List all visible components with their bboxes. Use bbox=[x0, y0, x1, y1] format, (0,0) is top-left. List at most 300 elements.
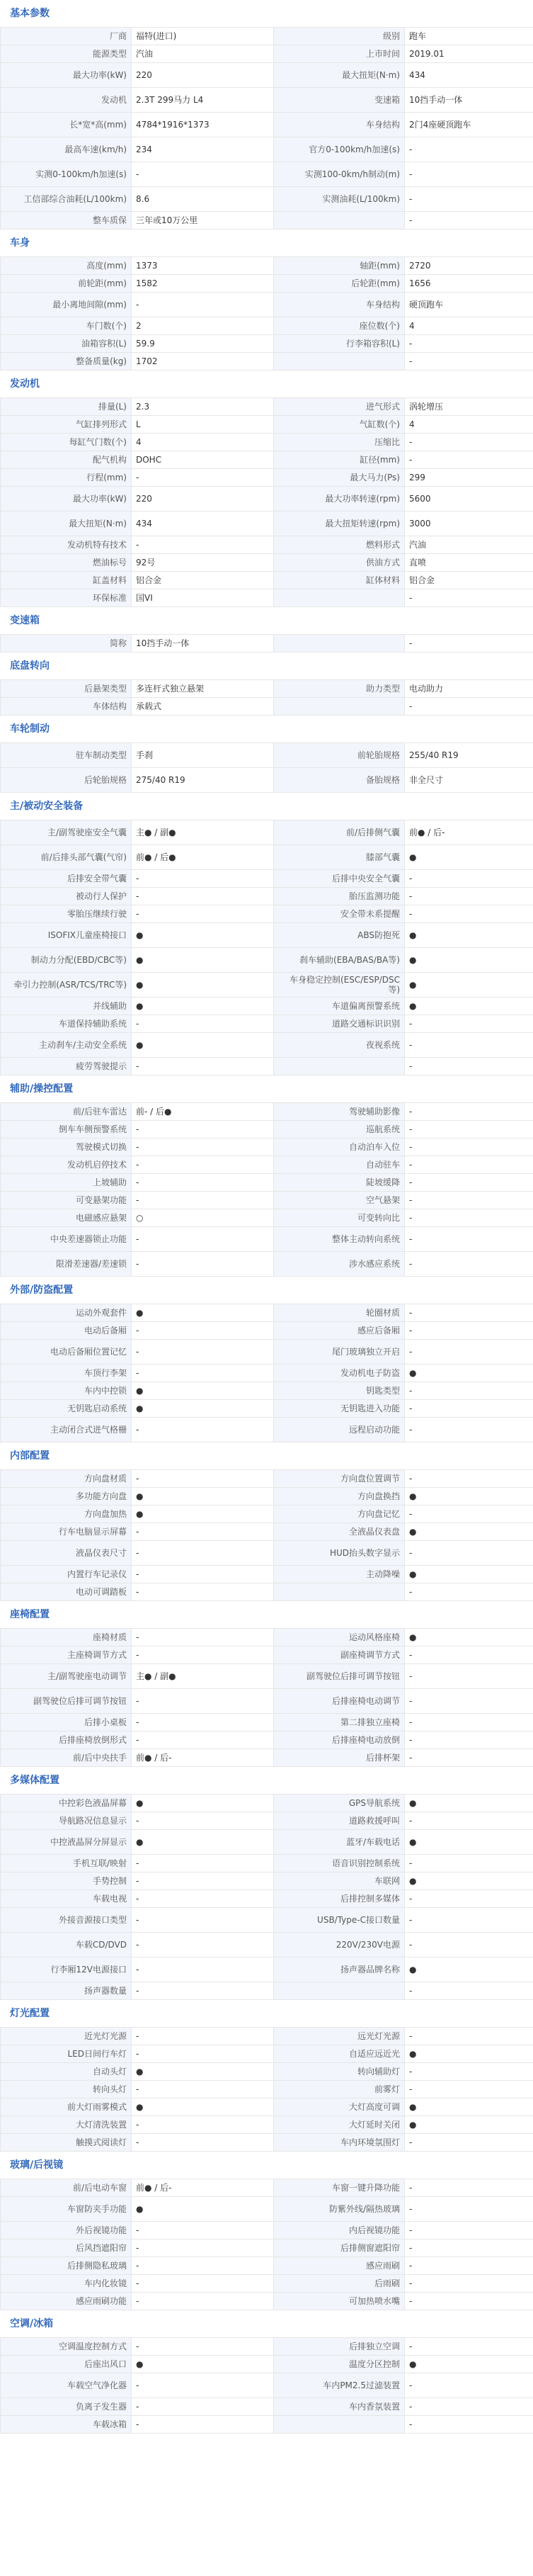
spec-value: - bbox=[132, 536, 274, 554]
spec-row bbox=[1, 870, 533, 888]
spec-value: ● bbox=[405, 1566, 533, 1583]
spec-value: 92号 bbox=[132, 554, 274, 572]
spec-row bbox=[1, 998, 533, 1015]
spec-label: 道路救援呼叫 bbox=[274, 1812, 405, 1830]
spec-row bbox=[1, 1382, 533, 1400]
spec-section bbox=[0, 1277, 533, 1442]
spec-value: - bbox=[132, 1890, 274, 1908]
spec-label: 可变转向比 bbox=[274, 1209, 405, 1227]
spec-value: - bbox=[132, 1139, 274, 1156]
spec-label: 车载空气净化器 bbox=[1, 2373, 132, 2398]
spec-row bbox=[1, 1749, 533, 1767]
spec-value: - bbox=[405, 1322, 533, 1340]
spec-row bbox=[1, 1058, 533, 1075]
spec-label: 整备质量(kg) bbox=[1, 353, 132, 371]
spec-label: 配气机构 bbox=[1, 451, 132, 469]
spec-row bbox=[1, 1958, 533, 1982]
spec-label: 疲劳驾驶提示 bbox=[1, 1058, 132, 1075]
spec-value: ● bbox=[405, 1523, 533, 1541]
spec-row bbox=[1, 1015, 533, 1033]
spec-value: 2.3 bbox=[132, 398, 274, 416]
spec-value: - bbox=[405, 2373, 533, 2398]
spec-value: - bbox=[132, 1015, 274, 1033]
spec-row bbox=[1, 1933, 533, 1958]
spec-value: 铝合金 bbox=[132, 572, 274, 589]
spec-value: - bbox=[405, 2239, 533, 2257]
spec-value: ● bbox=[132, 973, 274, 998]
spec-row bbox=[1, 317, 533, 335]
spec-label: 实测0-100km/h加速(s) bbox=[1, 162, 132, 187]
spec-label: 发动机启停技术 bbox=[1, 1156, 132, 1174]
spec-label: 负离子发生器 bbox=[1, 2398, 132, 2416]
spec-label: 远光灯光源 bbox=[274, 2028, 405, 2045]
spec-label: 后排杯架 bbox=[274, 1749, 405, 1767]
spec-label: 上市时间 bbox=[274, 45, 405, 63]
spec-label: 车体结构 bbox=[1, 698, 132, 716]
spec-label bbox=[274, 2416, 405, 2434]
spec-value: - bbox=[405, 635, 533, 653]
spec-value: - bbox=[405, 1252, 533, 1277]
spec-value: L bbox=[132, 416, 274, 434]
spec-value: ● bbox=[405, 1795, 533, 1812]
spec-value: - bbox=[405, 1192, 533, 1209]
spec-row bbox=[1, 275, 533, 293]
section-title: 灯光配置 bbox=[0, 2000, 533, 2027]
spec-value: - bbox=[405, 1470, 533, 1488]
spec-label: 可变悬架功能 bbox=[1, 1192, 132, 1209]
spec-value: - bbox=[132, 1958, 274, 1982]
spec-label: 后排座椅电动调节 bbox=[274, 1689, 405, 1714]
spec-row bbox=[1, 743, 533, 768]
spec-label: 缸体材料 bbox=[274, 572, 405, 589]
spec-value: DOHC bbox=[132, 451, 274, 469]
spec-value: - bbox=[132, 1121, 274, 1139]
spec-row bbox=[1, 1156, 533, 1174]
spec-label: 行程(mm) bbox=[1, 469, 132, 487]
spec-label: 车门数(个) bbox=[1, 317, 132, 335]
spec-value: - bbox=[405, 1033, 533, 1058]
spec-label: 主动降噪 bbox=[274, 1566, 405, 1583]
spec-value: 2019.01 bbox=[405, 45, 533, 63]
spec-row bbox=[1, 28, 533, 45]
spec-label: 大灯高度可调 bbox=[274, 2098, 405, 2116]
spec-value: 1582 bbox=[132, 275, 274, 293]
spec-table bbox=[0, 2027, 533, 2152]
spec-row bbox=[1, 1664, 533, 1689]
spec-label: 蓝牙/车载电话 bbox=[274, 1830, 405, 1855]
spec-row bbox=[1, 2116, 533, 2134]
spec-value: 前- / 后● bbox=[132, 1103, 274, 1121]
spec-value: - bbox=[132, 1541, 274, 1566]
spec-value: - bbox=[132, 1365, 274, 1382]
spec-label: 压缩比 bbox=[274, 434, 405, 451]
spec-label: 方向盘位置调节 bbox=[274, 1470, 405, 1488]
spec-row bbox=[1, 1908, 533, 1933]
spec-value: ● bbox=[132, 1382, 274, 1400]
spec-value: - bbox=[132, 1933, 274, 1958]
spec-value: 10挡手动一体 bbox=[132, 635, 274, 653]
spec-label: 油箱容积(L) bbox=[1, 335, 132, 353]
spec-label: 供油方式 bbox=[274, 554, 405, 572]
spec-label: 主座椅调节方式 bbox=[1, 1646, 132, 1664]
spec-value: 275/40 R19 bbox=[132, 768, 274, 793]
spec-label: 自动驻车 bbox=[274, 1156, 405, 1174]
spec-value: 2.3T 299马力 L4 bbox=[132, 88, 274, 113]
section-title: 座椅配置 bbox=[0, 1601, 533, 1628]
spec-row bbox=[1, 2081, 533, 2098]
spec-value: 汽油 bbox=[132, 45, 274, 63]
spec-row bbox=[1, 1340, 533, 1365]
spec-label: 电动后备厢 bbox=[1, 1322, 132, 1340]
spec-label: 行李箱容积(L) bbox=[274, 335, 405, 353]
spec-value: ● bbox=[405, 998, 533, 1015]
spec-value: - bbox=[405, 434, 533, 451]
spec-row bbox=[1, 589, 533, 607]
spec-label: 上坡辅助 bbox=[1, 1174, 132, 1192]
spec-label: 牵引力控制(ASR/TCS/TRC等) bbox=[1, 973, 132, 998]
spec-value: - bbox=[132, 469, 274, 487]
section-title: 空调/冰箱 bbox=[0, 2310, 533, 2337]
spec-value: 非全尺寸 bbox=[405, 768, 533, 793]
spec-row bbox=[1, 536, 533, 554]
spec-label: 长*宽*高(mm) bbox=[1, 113, 132, 137]
spec-value: - bbox=[132, 2134, 274, 2152]
section-title: 玻璃/后视镜 bbox=[0, 2152, 533, 2179]
spec-label: 电磁感应悬架 bbox=[1, 1209, 132, 1227]
spec-label: 全液晶仪表盘 bbox=[274, 1523, 405, 1541]
spec-label: 零胎压继续行驶 bbox=[1, 905, 132, 923]
spec-label: 厂商 bbox=[1, 28, 132, 45]
spec-value: - bbox=[132, 905, 274, 923]
spec-value: ● bbox=[132, 1830, 274, 1855]
spec-row bbox=[1, 1982, 533, 2000]
spec-label: 驾驶模式切换 bbox=[1, 1139, 132, 1156]
spec-value: 国VI bbox=[132, 589, 274, 607]
spec-label: 发动机电子防盗 bbox=[274, 1365, 405, 1382]
spec-row bbox=[1, 1103, 533, 1121]
spec-label: 最小离地间隙(mm) bbox=[1, 293, 132, 317]
spec-label: 轮圈材质 bbox=[274, 1304, 405, 1322]
spec-value: 2门4座硬顶跑车 bbox=[405, 113, 533, 137]
spec-label: 行车电脑显示屏幕 bbox=[1, 1523, 132, 1541]
spec-value: - bbox=[132, 1156, 274, 1174]
spec-row bbox=[1, 2222, 533, 2239]
spec-table bbox=[0, 1628, 533, 1767]
spec-value: - bbox=[405, 589, 533, 607]
spec-value: - bbox=[405, 1139, 533, 1156]
spec-label: 限滑差速器/差速锁 bbox=[1, 1252, 132, 1277]
spec-value: ● bbox=[405, 1629, 533, 1646]
spec-value: - bbox=[132, 2257, 274, 2275]
spec-value: 汽油 bbox=[405, 536, 533, 554]
spec-label: 每缸气门数(个) bbox=[1, 434, 132, 451]
spec-value: - bbox=[405, 2398, 533, 2416]
spec-row bbox=[1, 88, 533, 113]
spec-label: 最大扭矩(N·m) bbox=[274, 63, 405, 88]
spec-label: HUD抬头数字显示 bbox=[274, 1541, 405, 1566]
spec-label: 电动后备厢位置记忆 bbox=[1, 1340, 132, 1365]
spec-value: - bbox=[405, 698, 533, 716]
spec-row bbox=[1, 1488, 533, 1506]
spec-value: 手刹 bbox=[132, 743, 274, 768]
spec-value: - bbox=[132, 1872, 274, 1890]
spec-label: LED日间行车灯 bbox=[1, 2045, 132, 2063]
spec-value: - bbox=[405, 335, 533, 353]
spec-value: ○ bbox=[132, 1209, 274, 1227]
spec-label: 车窗一键升降功能 bbox=[274, 2179, 405, 2197]
spec-label: 车身结构 bbox=[274, 113, 405, 137]
spec-label: 发动机 bbox=[1, 88, 132, 113]
spec-row bbox=[1, 45, 533, 63]
spec-label: 驾驶辅助影像 bbox=[274, 1103, 405, 1121]
spec-section bbox=[0, 2152, 533, 2310]
spec-label: 胎压监测功能 bbox=[274, 888, 405, 905]
spec-row bbox=[1, 1714, 533, 1732]
spec-value: - bbox=[405, 1340, 533, 1365]
spec-row bbox=[1, 353, 533, 371]
spec-section bbox=[0, 716, 533, 793]
spec-label: 主动闭合式进气格栅 bbox=[1, 1418, 132, 1442]
spec-value: - bbox=[405, 1732, 533, 1749]
section-title: 底盘转向 bbox=[0, 653, 533, 679]
spec-value: ● bbox=[132, 1304, 274, 1322]
spec-label: 制动力分配(EBD/CBC等) bbox=[1, 948, 132, 973]
spec-label: 车道偏离预警系统 bbox=[274, 998, 405, 1015]
spec-table bbox=[0, 1102, 533, 1277]
spec-value: - bbox=[132, 1732, 274, 1749]
spec-label: 车内PM2.5过滤装置 bbox=[274, 2373, 405, 2398]
spec-label: 车载冰箱 bbox=[1, 2416, 132, 2434]
spec-label: 气缸排列形式 bbox=[1, 416, 132, 434]
spec-label: 主/副驾驶座电动调节 bbox=[1, 1664, 132, 1689]
spec-section bbox=[0, 653, 533, 716]
spec-row bbox=[1, 1855, 533, 1872]
spec-label: 副驾驶位后排可调节按钮 bbox=[1, 1689, 132, 1714]
spec-row bbox=[1, 2134, 533, 2152]
spec-section bbox=[0, 2310, 533, 2434]
spec-label: 空气悬架 bbox=[274, 1192, 405, 1209]
spec-value: ● bbox=[132, 2356, 274, 2373]
spec-value: ● bbox=[405, 1488, 533, 1506]
spec-value: 299 bbox=[405, 469, 533, 487]
spec-value: - bbox=[405, 451, 533, 469]
spec-row bbox=[1, 2398, 533, 2416]
spec-row bbox=[1, 554, 533, 572]
spec-label: 工信部综合油耗(L/100km) bbox=[1, 187, 132, 212]
spec-value: 8.6 bbox=[132, 187, 274, 212]
spec-label: 座位数(个) bbox=[274, 317, 405, 335]
spec-value: 电动助力 bbox=[405, 680, 533, 698]
spec-value: 255/40 R19 bbox=[405, 743, 533, 768]
spec-value: - bbox=[405, 2222, 533, 2239]
spec-value: - bbox=[132, 2373, 274, 2398]
spec-value: - bbox=[405, 1982, 533, 2000]
spec-value: - bbox=[132, 2398, 274, 2416]
spec-value: - bbox=[405, 1506, 533, 1523]
section-title: 外部/防盗配置 bbox=[0, 1277, 533, 1304]
spec-label: 实测100-0km/h制动(m) bbox=[274, 162, 405, 187]
spec-value: 2 bbox=[132, 317, 274, 335]
spec-table bbox=[0, 1794, 533, 2000]
spec-row bbox=[1, 2257, 533, 2275]
spec-row bbox=[1, 187, 533, 212]
spec-row bbox=[1, 948, 533, 973]
spec-row bbox=[1, 1209, 533, 1227]
spec-label: 最大扭矩转速(rpm) bbox=[274, 512, 405, 536]
spec-table bbox=[0, 2179, 533, 2310]
spec-value: ● bbox=[132, 1795, 274, 1812]
spec-value: 铝合金 bbox=[405, 572, 533, 589]
spec-label bbox=[274, 1982, 405, 2000]
spec-value: 234 bbox=[132, 137, 274, 162]
spec-label: 副驾驶位后排可调节按钮 bbox=[274, 1664, 405, 1689]
spec-value: ● bbox=[132, 948, 274, 973]
spec-label: 备胎规格 bbox=[274, 768, 405, 793]
spec-value: - bbox=[405, 1664, 533, 1689]
spec-value: 434 bbox=[405, 63, 533, 88]
spec-label: 后排控制多媒体 bbox=[274, 1890, 405, 1908]
spec-row bbox=[1, 698, 533, 716]
spec-value: - bbox=[405, 1689, 533, 1714]
spec-row bbox=[1, 1629, 533, 1646]
spec-value: 前● / 后- bbox=[132, 1749, 274, 1767]
spec-table bbox=[0, 2337, 533, 2434]
spec-row bbox=[1, 512, 533, 536]
spec-value: - bbox=[405, 1382, 533, 1400]
spec-label: 驻车制动类型 bbox=[1, 743, 132, 768]
spec-label: 车联网 bbox=[274, 1872, 405, 1890]
spec-label: 方向盘加热 bbox=[1, 1506, 132, 1523]
spec-value: - bbox=[405, 2293, 533, 2310]
section-title: 主/被动安全装备 bbox=[0, 793, 533, 820]
spec-value: - bbox=[405, 1304, 533, 1322]
spec-label: 实测油耗(L/100km) bbox=[274, 187, 405, 212]
spec-value: - bbox=[405, 905, 533, 923]
spec-section bbox=[0, 230, 533, 371]
section-title: 辅助/操控配置 bbox=[0, 1075, 533, 1102]
spec-value: - bbox=[405, 1812, 533, 1830]
spec-label: 前/后驻车雷达 bbox=[1, 1103, 132, 1121]
spec-value: - bbox=[405, 162, 533, 187]
spec-value: - bbox=[405, 1227, 533, 1252]
spec-value: - bbox=[132, 2239, 274, 2257]
spec-label: 液晶仪表尺寸 bbox=[1, 1541, 132, 1566]
spec-value: - bbox=[132, 1855, 274, 1872]
spec-label: 前/后排头部气囊(气帘) bbox=[1, 845, 132, 870]
spec-row bbox=[1, 1418, 533, 1442]
spec-value: - bbox=[132, 1908, 274, 1933]
spec-label: 车载电视 bbox=[1, 1890, 132, 1908]
spec-value: - bbox=[132, 1322, 274, 1340]
spec-label: 车内中控锁 bbox=[1, 1382, 132, 1400]
spec-label: 内置行车记录仪 bbox=[1, 1566, 132, 1583]
spec-label: 导航路况信息显示 bbox=[1, 1812, 132, 1830]
spec-value: - bbox=[132, 2293, 274, 2310]
spec-label: 最大功率(kW) bbox=[1, 487, 132, 512]
spec-label: ABS防抱死 bbox=[274, 923, 405, 948]
spec-row bbox=[1, 1812, 533, 1830]
spec-label: 级别 bbox=[274, 28, 405, 45]
spec-label: 前轮距(mm) bbox=[1, 275, 132, 293]
spec-label: 感应后备厢 bbox=[274, 1322, 405, 1340]
spec-row bbox=[1, 973, 533, 998]
spec-label: 前雾灯 bbox=[274, 2081, 405, 2098]
spec-label: 语音识别控制系统 bbox=[274, 1855, 405, 1872]
spec-label: 前/后电动车窗 bbox=[1, 2179, 132, 2197]
spec-row bbox=[1, 63, 533, 88]
spec-row bbox=[1, 1566, 533, 1583]
spec-row bbox=[1, 2416, 533, 2434]
spec-row bbox=[1, 1033, 533, 1058]
spec-label: 排量(L) bbox=[1, 398, 132, 416]
spec-label: 远程启动功能 bbox=[274, 1418, 405, 1442]
spec-label: 自适应远近光 bbox=[274, 2045, 405, 2063]
spec-label: 车顶行李架 bbox=[1, 1365, 132, 1382]
spec-row bbox=[1, 768, 533, 793]
spec-value: ● bbox=[405, 2098, 533, 2116]
spec-value: - bbox=[132, 2045, 274, 2063]
spec-value: ● bbox=[405, 973, 533, 998]
section-title: 车身 bbox=[0, 230, 533, 256]
spec-value: ● bbox=[132, 2098, 274, 2116]
spec-value: - bbox=[132, 1689, 274, 1714]
spec-label: 内后视镜功能 bbox=[274, 2222, 405, 2239]
spec-label: 中控彩色液晶屏幕 bbox=[1, 1795, 132, 1812]
spec-label: 燃油标号 bbox=[1, 554, 132, 572]
spec-value: 1373 bbox=[132, 257, 274, 275]
spec-label: 简称 bbox=[1, 635, 132, 653]
spec-value: 4 bbox=[405, 317, 533, 335]
spec-value: ● bbox=[132, 1488, 274, 1506]
spec-value: - bbox=[405, 212, 533, 230]
spec-value: ● bbox=[405, 1872, 533, 1890]
section-title: 发动机 bbox=[0, 371, 533, 397]
spec-label: 220V/230V电源 bbox=[274, 1933, 405, 1958]
spec-value: - bbox=[405, 1156, 533, 1174]
spec-value: - bbox=[405, 2338, 533, 2356]
spec-value: - bbox=[405, 187, 533, 212]
spec-value: - bbox=[132, 1470, 274, 1488]
spec-row bbox=[1, 888, 533, 905]
spec-value: - bbox=[132, 1812, 274, 1830]
spec-row bbox=[1, 635, 533, 653]
spec-row bbox=[1, 2179, 533, 2197]
spec-value: - bbox=[132, 2081, 274, 2098]
spec-value: - bbox=[405, 1209, 533, 1227]
spec-label: 防紫外线/隔热玻璃 bbox=[274, 2197, 405, 2222]
spec-row bbox=[1, 680, 533, 698]
spec-label: 车窗防夹手功能 bbox=[1, 2197, 132, 2222]
spec-label: 后排座椅电动放倒 bbox=[274, 1732, 405, 1749]
spec-label: 前轮胎规格 bbox=[274, 743, 405, 768]
spec-label: 后排独立空调 bbox=[274, 2338, 405, 2356]
spec-value: ● bbox=[405, 2116, 533, 2134]
spec-row bbox=[1, 1400, 533, 1418]
spec-value: - bbox=[405, 1855, 533, 1872]
spec-label: 后座出风口 bbox=[1, 2356, 132, 2373]
spec-label: 多功能方向盘 bbox=[1, 1488, 132, 1506]
spec-table bbox=[0, 820, 533, 1075]
spec-value: - bbox=[132, 1252, 274, 1277]
spec-row bbox=[1, 469, 533, 487]
spec-value: 2720 bbox=[405, 257, 533, 275]
spec-row bbox=[1, 2239, 533, 2257]
spec-row bbox=[1, 1304, 533, 1322]
spec-row bbox=[1, 113, 533, 137]
spec-label bbox=[274, 1583, 405, 1601]
spec-label: 尾门玻璃独立开启 bbox=[274, 1340, 405, 1365]
spec-row bbox=[1, 416, 533, 434]
